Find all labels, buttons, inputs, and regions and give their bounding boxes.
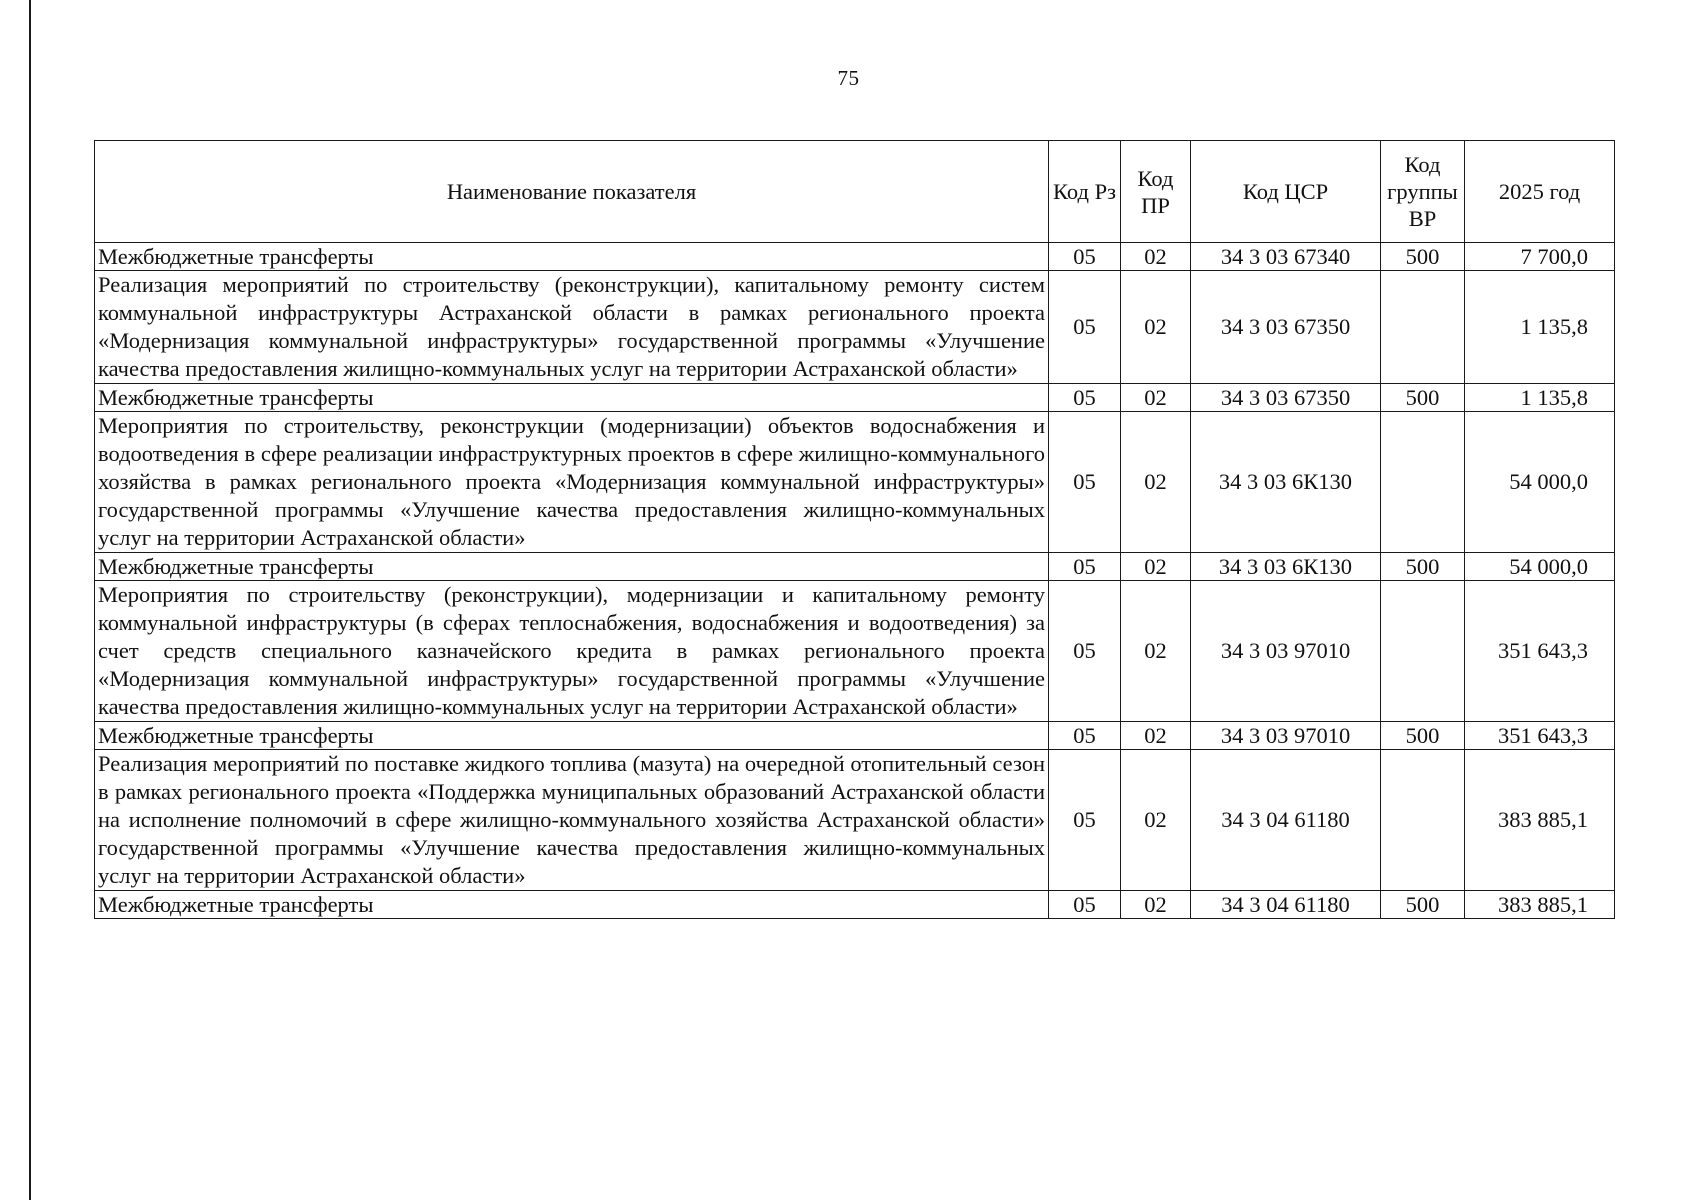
pr-code-cell: 02 [1121, 412, 1191, 553]
indicator-name-cell: Межбюджетные трансферты [95, 243, 1049, 271]
rz-code-cell: 05 [1049, 412, 1121, 553]
indicator-name-cell: Реализация мероприятий по поставке жидкого топлива (мазута) на очередной отопительный сезон в рамках регионального проекта «Поддержка муниципальных образований Астраханской области на исполнение полномочий в сфере жилищно-коммунального хозяйства Астраханской области» государственной программы «Улучшение качества предоставления жилищно-коммунальных услуг на территории Астраханской области» [95, 750, 1049, 891]
rz-code-cell: 05 [1049, 581, 1121, 722]
table-row [95, 412, 1615, 553]
table-body [95, 243, 1615, 919]
binding-edge-line [29, 0, 31, 1200]
header-pr-code: Код ПР [1121, 141, 1191, 243]
amount-cell: 383 885,1 [1465, 750, 1615, 891]
amount-cell: 1 135,8 [1465, 384, 1615, 412]
csr-code-cell: 34 3 03 97010 [1191, 722, 1381, 750]
vr-code-cell [1381, 412, 1465, 553]
pr-code-cell: 02 [1121, 271, 1191, 384]
rz-code-cell: 05 [1049, 750, 1121, 891]
header-year-2025: 2025 год [1465, 141, 1615, 243]
indicator-name-cell: Межбюджетные трансферты [95, 553, 1049, 581]
header-vr-group-code: Код группы ВР [1381, 141, 1465, 243]
indicator-name-cell: Мероприятия по строительству, реконструкции (модернизации) объектов водоснабжения и водоотведения в сфере реализации инфраструктурных проектов в сфере жилищно-коммунального хозяйства в рамках регионального проекта «Модернизация коммунальной инфраструктуры» государственной программы «Улучшение качества предоставления жилищно-коммунальных услуг на территории Астраханской области» [95, 412, 1049, 553]
table-header [95, 141, 1615, 243]
pr-code-cell: 02 [1121, 581, 1191, 722]
amount-cell: 1 135,8 [1465, 271, 1615, 384]
vr-code-cell: 500 [1381, 243, 1465, 271]
vr-code-cell [1381, 271, 1465, 384]
rz-code-cell: 05 [1049, 891, 1121, 919]
amount-cell: 54 000,0 [1465, 412, 1615, 553]
table-row [95, 581, 1615, 722]
csr-code-cell: 34 3 04 61180 [1191, 891, 1381, 919]
header-row [95, 141, 1615, 243]
indicator-name-cell: Мероприятия по строительству (реконструкции), модернизации и капитальному ремонту коммунальной инфраструктуры (в сферах теплоснабжения, водоснабжения и водоотведения) за счет средств специального казначейского кредита в рамках регионального проекта «Модернизация коммунальной инфраструктуры» государственной программы «Улучшение качества предоставления жилищно-коммунальных услуг на территории Астраханской области» [95, 581, 1049, 722]
header-rz-code: Код Рз [1049, 141, 1121, 243]
amount-cell: 383 885,1 [1465, 891, 1615, 919]
pr-code-cell: 02 [1121, 243, 1191, 271]
pr-code-cell: 02 [1121, 384, 1191, 412]
amount-cell: 351 643,3 [1465, 722, 1615, 750]
indicator-name-cell: Межбюджетные трансферты [95, 891, 1049, 919]
csr-code-cell: 34 3 03 67340 [1191, 243, 1381, 271]
rz-code-cell: 05 [1049, 553, 1121, 581]
indicator-name-cell: Реализация мероприятий по строительству (реконструкции), капитальному ремонту систем коммунальной инфраструктуры Астраханской области в рамках регионального проекта «Модернизация коммунальной инфраструктуры» государственной программы «Улучшение качества предоставления жилищно-коммунальных услуг на территории Астраханской области» [95, 271, 1049, 384]
vr-code-cell: 500 [1381, 722, 1465, 750]
csr-code-cell: 34 3 03 67350 [1191, 384, 1381, 412]
vr-code-cell [1381, 581, 1465, 722]
csr-code-cell: 34 3 03 6К130 [1191, 553, 1381, 581]
table-row [95, 271, 1615, 384]
csr-code-cell: 34 3 04 61180 [1191, 750, 1381, 891]
table-row [95, 384, 1615, 412]
indicator-name-cell: Межбюджетные трансферты [95, 722, 1049, 750]
rz-code-cell: 05 [1049, 384, 1121, 412]
pr-code-cell: 02 [1121, 553, 1191, 581]
vr-code-cell: 500 [1381, 891, 1465, 919]
vr-code-cell [1381, 750, 1465, 891]
csr-code-cell: 34 3 03 6К130 [1191, 412, 1381, 553]
table-row [95, 553, 1615, 581]
pr-code-cell: 02 [1121, 891, 1191, 919]
csr-code-cell: 34 3 03 97010 [1191, 581, 1381, 722]
vr-code-cell: 500 [1381, 553, 1465, 581]
table-row [95, 891, 1615, 919]
page-number: 75 [837, 66, 860, 90]
table-row [95, 722, 1615, 750]
table-row [95, 750, 1615, 891]
pr-code-cell: 02 [1121, 722, 1191, 750]
indicator-name-cell: Межбюджетные трансферты [95, 384, 1049, 412]
pr-code-cell: 02 [1121, 750, 1191, 891]
table-row [95, 243, 1615, 271]
amount-cell: 351 643,3 [1465, 581, 1615, 722]
budget-allocation-table [94, 140, 1615, 919]
header-csr-code: Код ЦСР [1191, 141, 1381, 243]
amount-cell: 54 000,0 [1465, 553, 1615, 581]
csr-code-cell: 34 3 03 67350 [1191, 271, 1381, 384]
rz-code-cell: 05 [1049, 722, 1121, 750]
rz-code-cell: 05 [1049, 243, 1121, 271]
amount-cell: 7 700,0 [1465, 243, 1615, 271]
vr-code-cell: 500 [1381, 384, 1465, 412]
header-indicator-name: Наименование показателя [95, 141, 1049, 243]
rz-code-cell: 05 [1049, 271, 1121, 384]
